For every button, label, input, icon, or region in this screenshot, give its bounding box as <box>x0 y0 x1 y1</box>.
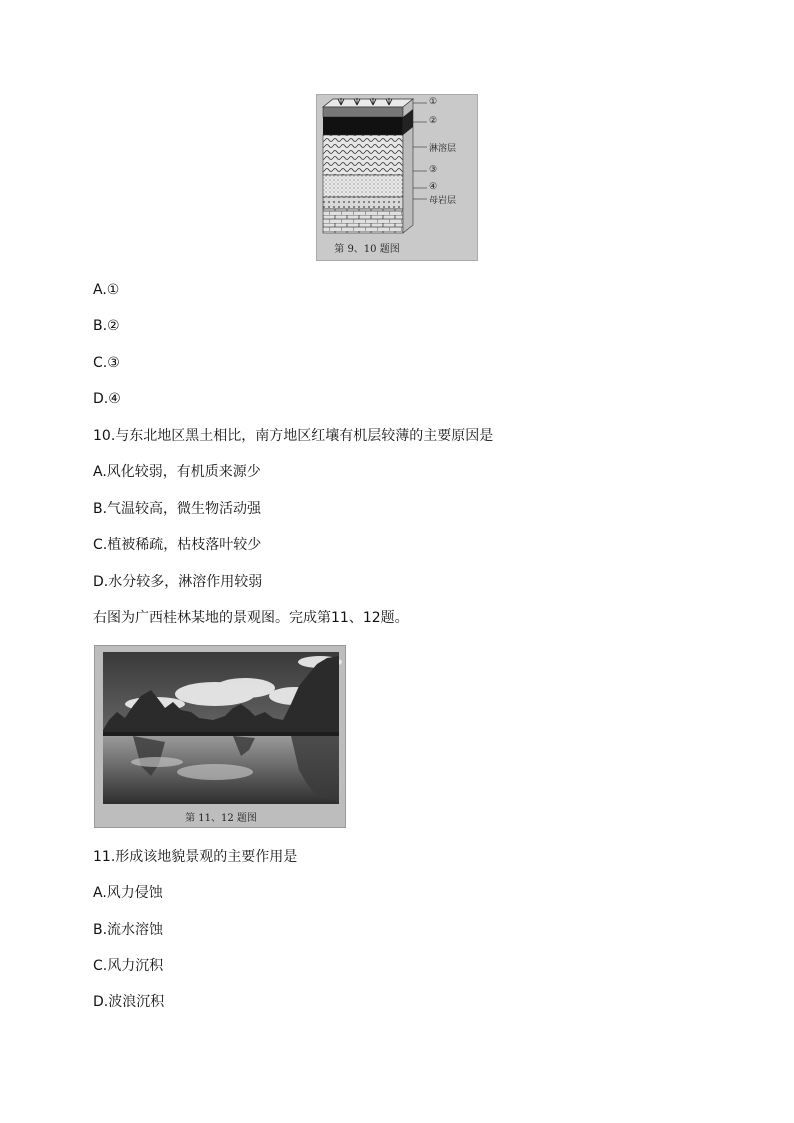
figure2-caption: 第 11、12 题图 <box>185 813 257 824</box>
soil-profile-figure <box>316 94 478 261</box>
label-4: ④ <box>429 182 438 192</box>
figure1-caption: 第 9、10 题图 <box>334 244 400 255</box>
q9-option-c: C.③ <box>93 355 120 371</box>
q11-option-c: C.风力沉积 <box>93 958 164 974</box>
q9-option-a: A.① <box>93 282 120 298</box>
label-leaching-layer: 淋溶层 <box>429 144 457 154</box>
section-intro: 右图为广西桂林某地的景观图。完成第11、12题。 <box>93 610 409 626</box>
label-3: ③ <box>429 165 438 175</box>
q10-option-c: C.植被稀疏，枯枝落叶较少 <box>93 537 262 553</box>
q9-option-b: B.② <box>93 318 120 334</box>
q10-option-a: A.风化较弱，有机质来源少 <box>93 464 261 480</box>
q11-option-a: A.风力侵蚀 <box>93 885 163 901</box>
q11-option-b: B.流水溶蚀 <box>93 922 164 938</box>
label-parent-rock: 母岩层 <box>429 196 457 206</box>
landscape-photo-figure <box>94 645 346 828</box>
q10-option-b: B.气温较高，微生物活动强 <box>93 501 262 517</box>
q10-option-d: D.水分较多，淋溶作用较弱 <box>93 574 263 590</box>
soil-profile-diagram <box>317 95 479 262</box>
label-1: ① <box>429 97 438 107</box>
q11-stem: 11.形成该地貌景观的主要作用是 <box>93 849 298 865</box>
q9-option-d: D.④ <box>93 391 121 407</box>
label-2: ② <box>429 116 438 126</box>
q10-stem: 10.与东北地区黑土相比，南方地区红壤有机层较薄的主要原因是 <box>93 428 494 444</box>
karst-landscape-photo <box>95 646 347 829</box>
q11-option-d: D.波浪沉积 <box>93 994 165 1010</box>
